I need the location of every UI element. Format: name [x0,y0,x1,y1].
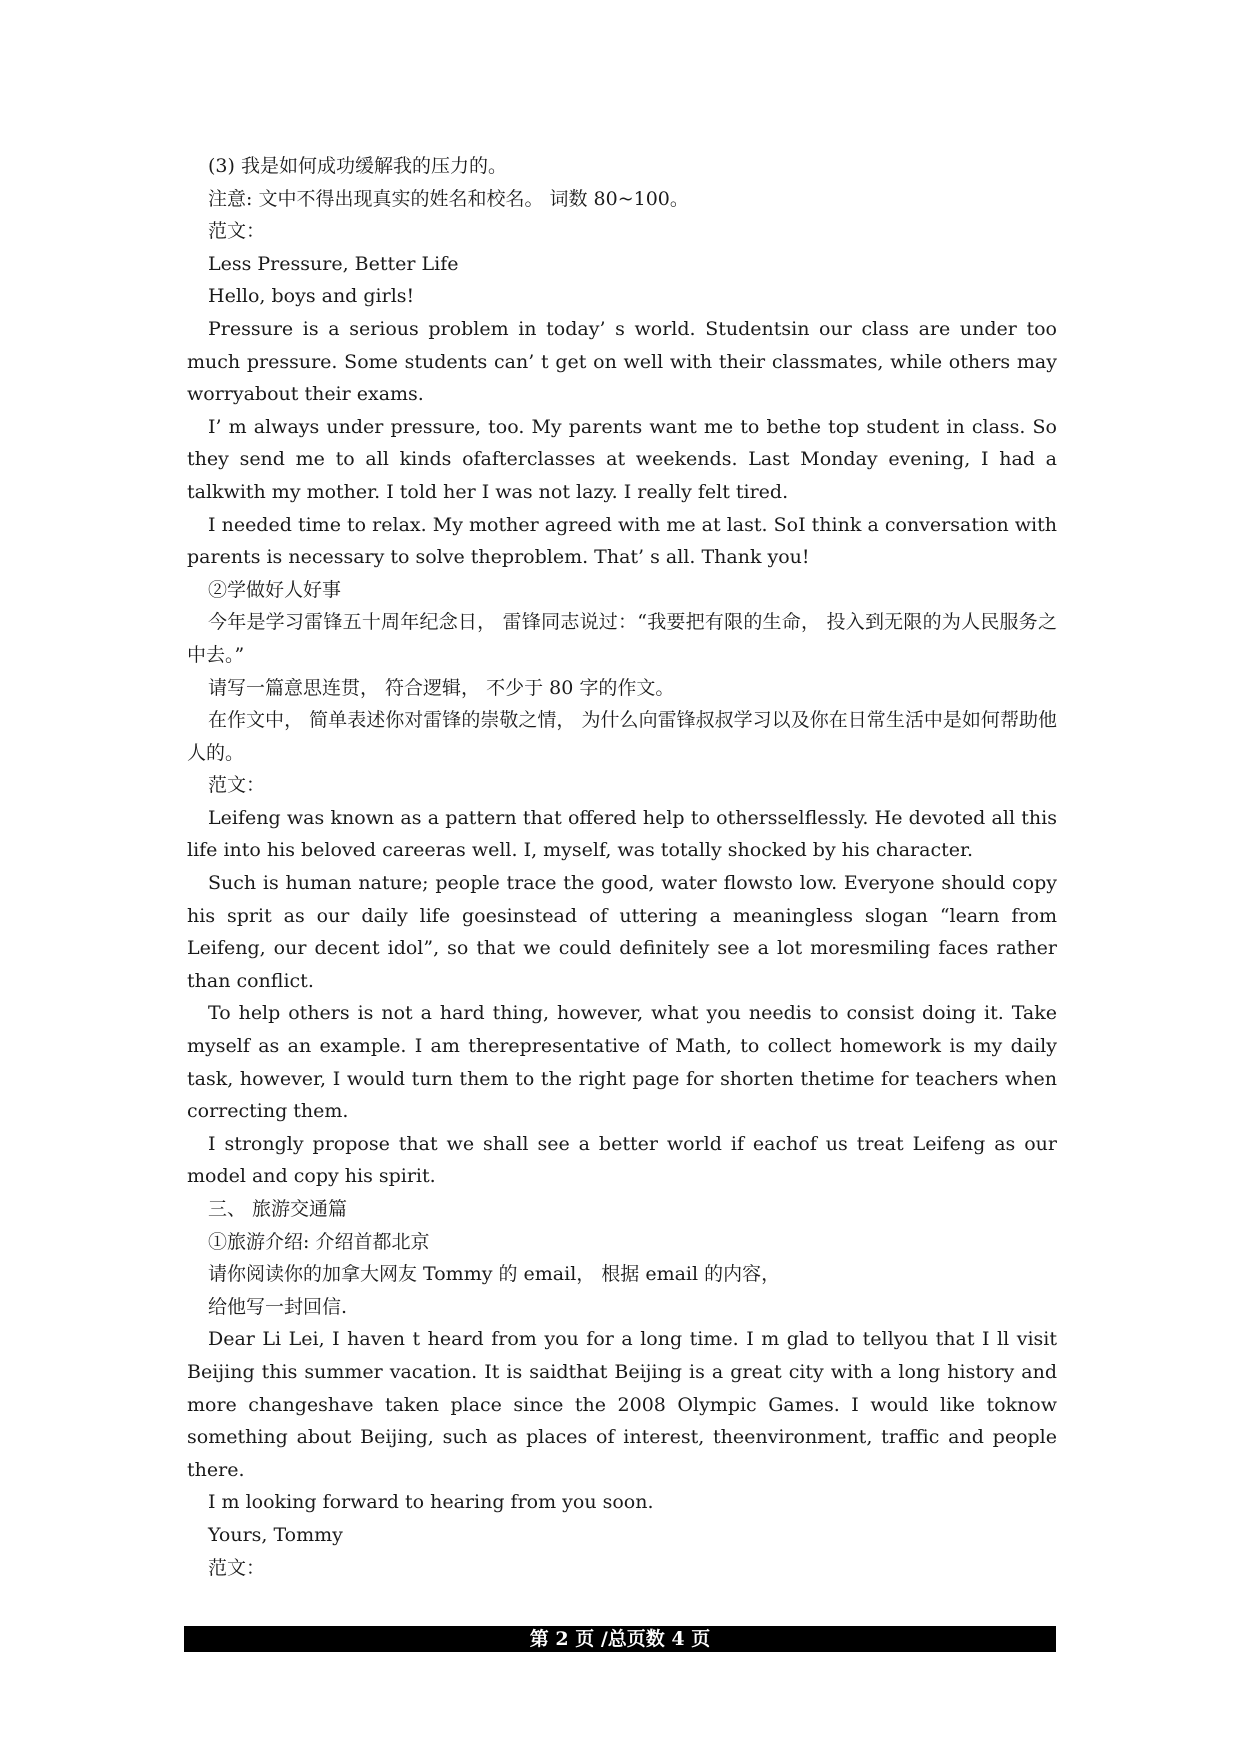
paragraph: To help others is not a hard thing, however, what you needis to consist doing it. Take myself as an example. I am therepresentative of Math, to collect homework is my daily task, however, I would turn them to the right page for shorten thetime for teachers when correcting them. [187,1002,1057,1123]
paragraph: Hello, boys and girls! [208,285,415,308]
paragraph: 请你阅读你的加拿大网友 Tommy 的 email， 根据 email 的内容， [208,1263,781,1286]
paragraph: 注意: 文中不得出现真实的姓名和校名。 词数 80~100。 [208,187,689,210]
paragraph: I’ m always under pressure, too. My parents want me to bethe top student in class. So they send me to all kinds ofafterclasses at weekends. Last Monday evening, I had a talkwith my mother. I told her I was not lazy. I really felt tired. [187,415,1057,503]
page-number-label: 第 2 页 /总页数 4 页 [529,1628,711,1650]
paragraph: 范文： [208,220,266,243]
paragraph: Less Pressure, Better Life [208,252,459,275]
paragraph: 三、 旅游交通篇 [208,1198,348,1220]
paragraph: Yours, Tommy [208,1523,343,1546]
paragraph: 给他写一封回信. [208,1295,348,1318]
paragraph: I m looking forward to hearing from you soon. [208,1491,654,1514]
paragraph: ①旅游介绍: 介绍首都北京 [208,1230,430,1253]
paragraph: (3) 我是如何成功缓解我的压力的。 [208,155,507,177]
paragraph: 范文： [208,1556,266,1579]
paragraph: ②学做好人好事 [208,578,342,601]
paragraph: Leifeng was known as a pattern that offered help to othersselflessly. He devoted all this life into his beloved careeras well. I, myself, was totally shocked by his character. [187,806,1057,862]
page-footer [184,1626,1056,1652]
paragraph: Dear Li Lei, I haven t heard from you for a long time. I m glad to tellyou that I ll visit Beijing this summer vacation. It is saidthat Beijing is a great city with a long history and more changeshave taken place since the 2008 Olympic Games. I would like toknow something about Beijing, such as places of interest, theenvironment, traffic and people there. [187,1328,1057,1481]
paragraph: 今年是学习雷锋五十周年纪念日， 雷锋同志说过：“我要把有限的生命， 投入到无限的为人民服务之中去。” [187,611,1057,666]
document-body [187,150,1057,1584]
paragraph: 请写一篇意思连贯， 符合逻辑， 不少于 80 字的作文。 [208,676,675,699]
paragraph: 在作文中， 简单表述你对雷锋的崇敬之情， 为什么向雷锋叔叔学习以及你在日常生活中是如何帮助他人的。 [187,709,1057,764]
paragraph: I needed time to relax. My mother agreed with me at last. SoI think a conversation with parents is necessary to solve theproblem. That’ s all. Thank you! [187,513,1057,569]
paragraph: Pressure is a serious problem in today’ s world. Studentsin our class are under too much pressure. Some students can’ t get on well with their classmates, while others may worryabout their exams. [187,317,1057,406]
paragraph: Such is human nature; people trace the good, water flowsto low. Everyone should copy his sprit as our daily life goesinstead of uttering a meaningless slogan “learn from Leifeng, our decent idol”, so that we could definitely see a lot moresmiling faces rather than conflict. [187,872,1057,992]
paragraph: 范文： [208,774,266,797]
paragraph: I strongly propose that we shall see a better world if eachof us treat Leifeng as our model and copy his spirit. [187,1132,1057,1188]
